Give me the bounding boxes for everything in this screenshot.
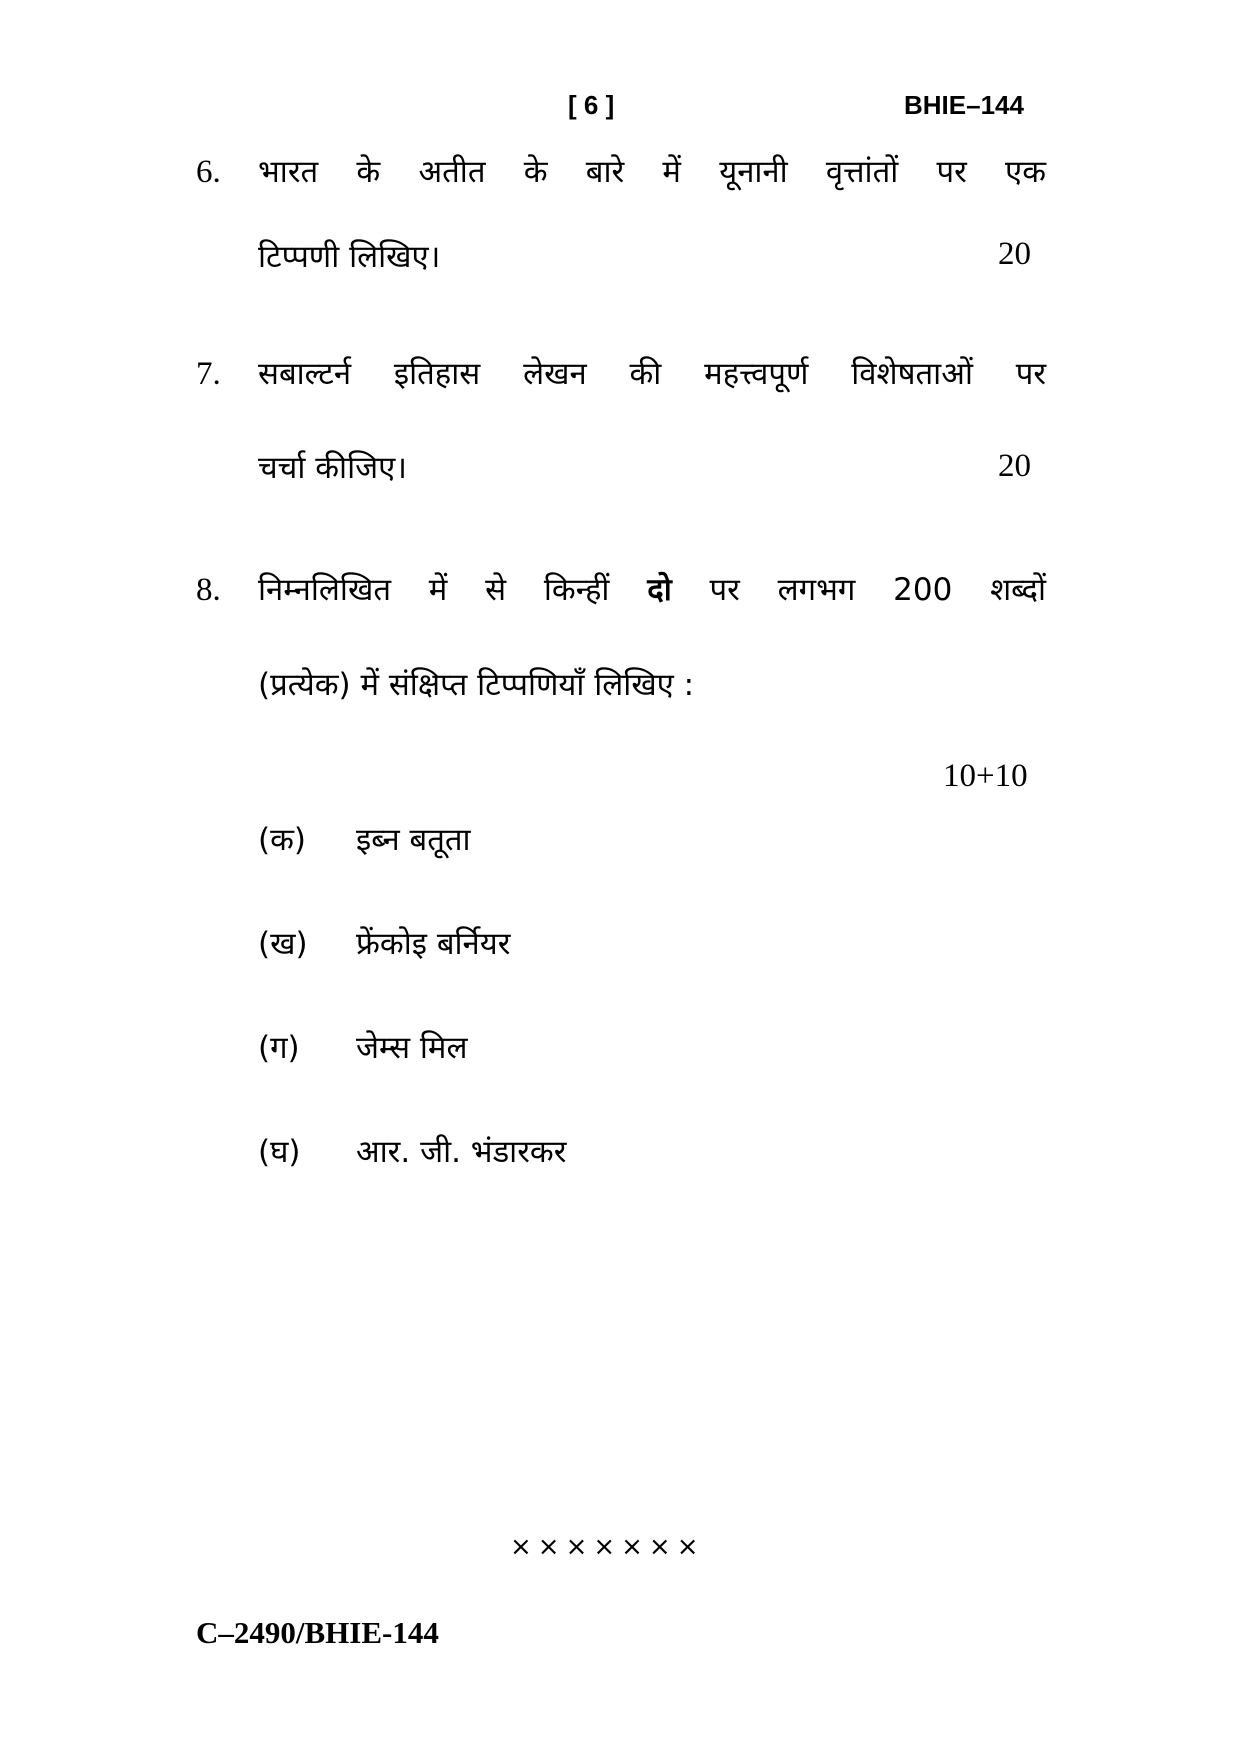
question-text-line: (प्रत्येक) में संक्षिप्त टिप्पणियाँ लिखिए :: [258, 667, 695, 703]
question-marks: 20: [998, 448, 1031, 484]
footer-code: C–2490/BHIE-144: [196, 1615, 439, 1650]
question-number: 8.: [196, 572, 221, 608]
question-number: 7.: [196, 356, 221, 392]
end-of-paper-marks: ×××××××: [510, 1532, 705, 1562]
question-number: 6.: [196, 154, 221, 190]
question-text-segment: निम्नलिखित में से किन्हीं: [258, 572, 610, 608]
question-marks: 10+10: [943, 758, 1028, 794]
sub-item-text: फ्रेंकोइ बर्नियर: [356, 926, 511, 962]
question-text-segment: पर लगभग 200 शब्दों: [709, 572, 1046, 608]
question-text-line: [258, 570, 1046, 610]
sub-item-letter: (घ): [258, 1134, 301, 1170]
sub-item-letter: (क): [258, 822, 306, 858]
page-number: [ 6 ]: [568, 90, 615, 120]
question-text-line: टिप्पणी लिखिए।: [258, 239, 441, 275]
question-text-line: सबाल्टर्न इतिहास लेखन की महत्त्वपूर्ण विशेषताओं पर: [258, 356, 1046, 392]
sub-item-text: जेम्स मिल: [356, 1030, 468, 1066]
sub-item-text: आर. जी. भंडारकर: [356, 1134, 567, 1170]
paper-code-header: BHIE–144: [904, 90, 1024, 120]
question-text-line: चर्चा कीजिए।: [258, 450, 408, 486]
question-marks: 20: [998, 236, 1031, 272]
emphasis-word: दो: [647, 572, 672, 608]
sub-item-text: इब्न बतूता: [356, 822, 471, 858]
sub-item-letter: (ग): [258, 1030, 300, 1066]
sub-item-letter: (ख): [258, 926, 308, 962]
question-text-line: भारत के अतीत के बारे में यूनानी वृत्तांतों पर एक: [258, 154, 1046, 190]
